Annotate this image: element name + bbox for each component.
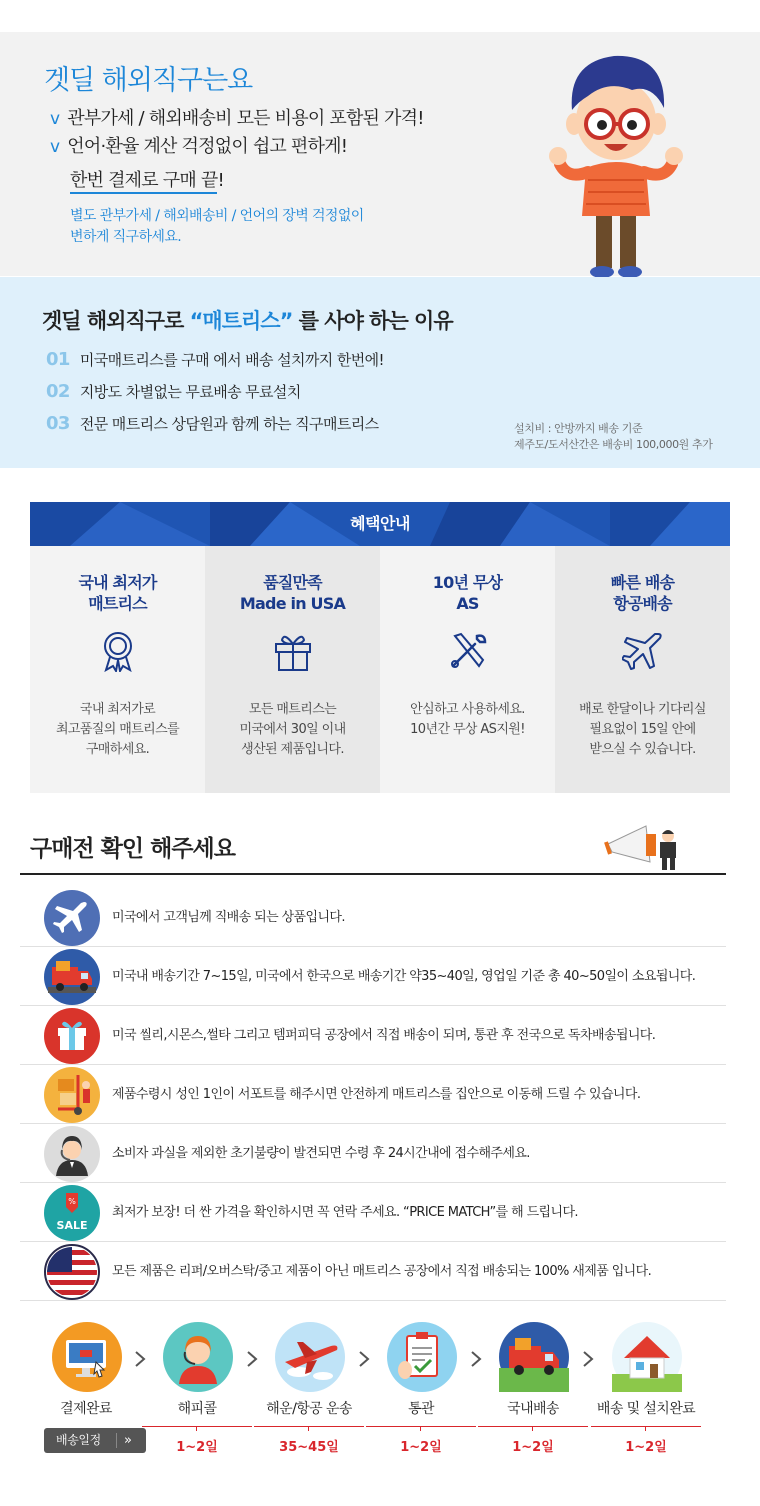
intro-once-line: 한번 결제로 구매 끝! — [70, 166, 224, 192]
benefit-cards — [30, 546, 730, 793]
check-v-icon: v — [50, 109, 60, 129]
gift-box-icon — [272, 630, 314, 672]
intro-title: 겟딜 해외직구는요 — [44, 65, 253, 96]
mascot-character-icon — [548, 40, 684, 280]
chevron-right-icon — [469, 1350, 483, 1368]
reason-section — [0, 277, 760, 468]
gift-box-icon — [44, 1008, 100, 1064]
intro-line-2: v 언어·환율 계산 걱정없이 쉽고 편하게! — [50, 136, 348, 157]
check-row: 미국내 배송기간 7~15일, 미국에서 한국으로 배송기간 약35~40일, 영업일 기준 총 40~50일이 소요됩니다. — [20, 947, 726, 1006]
intro-section — [0, 32, 760, 276]
tools-icon — [447, 630, 489, 672]
check-row: 제품수령시 성인 1인이 서포트를 해주시면 안전하게 매트리스를 집안으로 이동해 드릴 수 있습니다. — [20, 1065, 726, 1124]
check-title: 구매전 확인 해주세요 — [30, 836, 235, 862]
delivery-truck-icon — [44, 949, 100, 1005]
chevron-right-icon — [581, 1350, 595, 1368]
benefit-card-warranty: 10년 무상 AS 안심하고 사용하세요. 10년간 무상 AS지원! — [380, 546, 555, 793]
intro-line-1: v 관부가세 / 해외배송비 모든 비용이 포함된 가격! — [50, 108, 424, 129]
customs-clipboard-icon — [387, 1322, 457, 1392]
intro-subtext: 별도 관부가세 / 해외배송비 / 언어의 장벽 걱정없이 변하게 직구하세요. — [70, 208, 364, 245]
chevron-right-icon — [245, 1350, 259, 1368]
svg-text:%: % — [68, 1197, 76, 1206]
check-row: % SALE 최저가 보장! 더 싼 가격을 확인하시면 꼭 연락 주세요. “PRICE MATCH”를 해 드립니다. — [20, 1183, 726, 1242]
check-divider — [20, 873, 726, 875]
svg-text:SALE: SALE — [56, 1219, 88, 1232]
check-row: 미국 씰리,시몬스,썰타 그리고 템퍼피딕 공장에서 직접 배송이 되며, 통관 후 전국으로 독차배송됩니다. — [20, 1006, 726, 1065]
double-chevron-right-icon: » — [124, 1433, 132, 1448]
award-ribbon-icon — [97, 630, 139, 672]
reason-item: 03 전문 매트리스 상담원과 함께 하는 직구매트리스 — [46, 413, 379, 434]
benefit-title: 혜택안내 — [350, 514, 410, 533]
delivery-schedule-badge: 배송일정 » — [44, 1428, 146, 1453]
check-v-icon: v — [50, 137, 60, 157]
airplane-icon — [622, 630, 664, 672]
installation-note: 설치비 : 안방까지 배송 기준 제주도/도서산간은 배송비 100,000원 추가 — [514, 422, 713, 451]
reason-item: 02 지방도 차별없는 무료배송 무료설치 — [46, 381, 301, 402]
sale-tag-icon — [44, 1185, 100, 1241]
chevron-right-icon — [357, 1350, 371, 1368]
headset-agent-icon — [163, 1322, 233, 1392]
benefit-card-fast-shipping: 빠른 배송 항공배송 배로 한달이나 기다리실 필요없이 15일 안에 받으실 수 있습니다. — [555, 546, 730, 793]
benefit-banner — [30, 502, 730, 546]
megaphone-man-icon — [602, 814, 688, 870]
airplane-icon — [275, 1322, 345, 1392]
reason-title: 겟딜 해외직구로 “매트리스” 를 사야 하는 이유 — [42, 309, 453, 333]
airplane-icon — [44, 890, 100, 946]
benefit-card-lowest-price: 국내 최저가 매트리스 국내 최저가로 최고품질의 매트리스를 구매하세요. — [30, 546, 205, 793]
chevron-right-icon — [133, 1350, 147, 1368]
house-icon — [612, 1322, 682, 1392]
payment-monitor-icon — [52, 1322, 122, 1392]
check-row: 미국에서 고객님께 직배송 되는 상품입니다. — [20, 888, 726, 947]
reason-item: 01 미국매트리스를 구매 에서 배송 설치까지 한번에! — [46, 349, 384, 370]
hand-truck-icon — [44, 1067, 100, 1123]
check-row: 소비자 과실을 제외한 초기불량이 발견되면 수령 후 24시간내에 접수해주세요. — [20, 1124, 726, 1183]
us-flag-icon — [44, 1244, 100, 1300]
delivery-truck-icon — [499, 1322, 569, 1392]
check-row: 모든 제품은 리퍼/오버스탁/중고 제품이 아닌 매트리스 공장에서 직접 배송되는 100% 새제품 입니다. — [20, 1242, 726, 1301]
benefit-card-quality: 품질만족 Made in USA 모든 매트리스는 미국에서 30일 이내 생산된 제품입니다. — [205, 546, 380, 793]
call-center-agent-icon — [44, 1126, 100, 1182]
